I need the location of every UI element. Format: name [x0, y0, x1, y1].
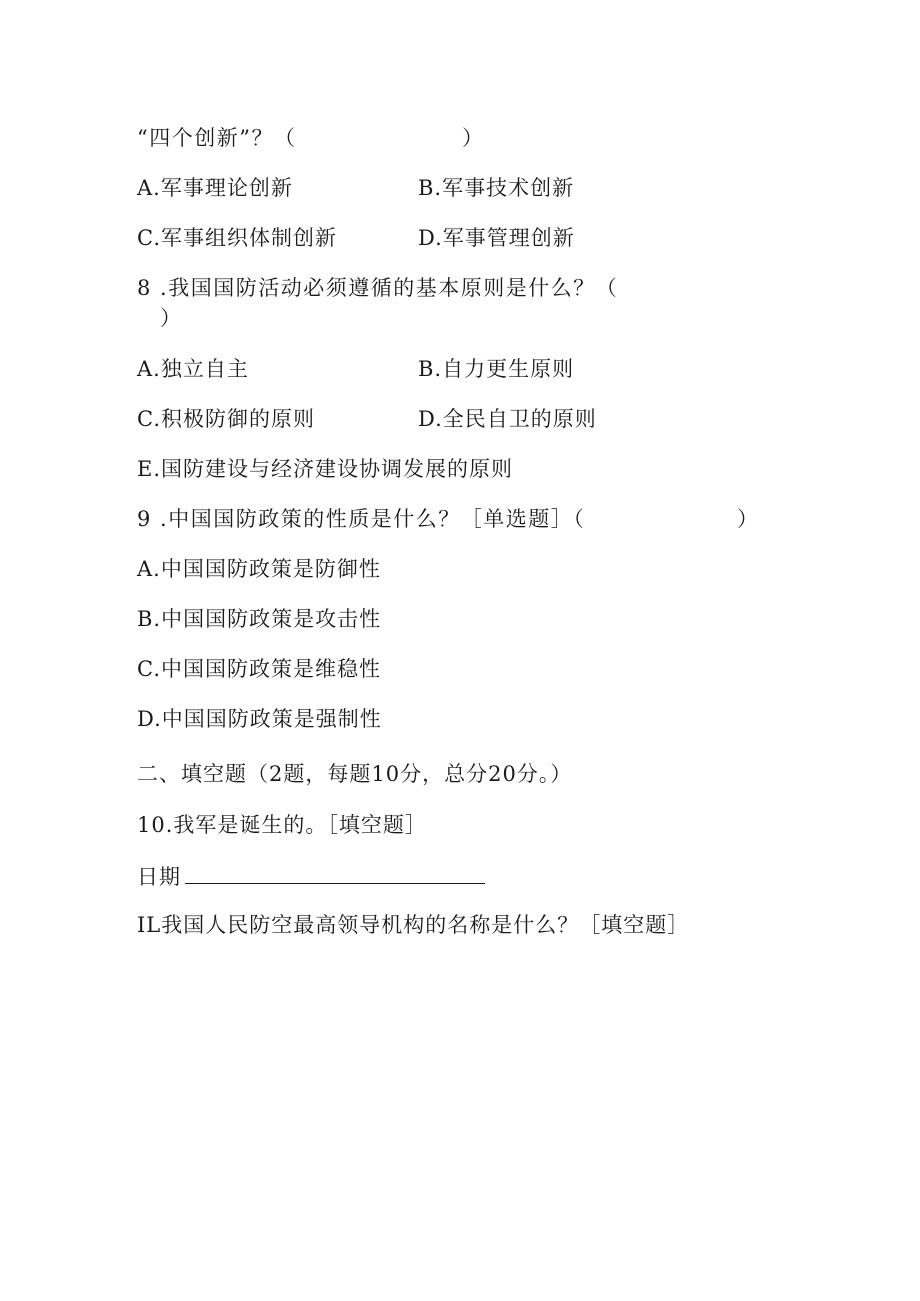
question-9-option-a: A.中国国防政策是防御性 [137, 557, 381, 581]
question-9-title: 9 .中国国防政策的性质是什么？［单选题］（ [137, 507, 586, 531]
question-9-option-d: D.中国国防政策是强制性 [137, 707, 382, 731]
question-8-option-a: A.独立自主 [137, 357, 249, 381]
question-10-title: 10.我军是诞生的。［填空题］ [137, 813, 427, 837]
question-8-title: 8 .我国国防活动必须遵循的基本原则是什么？（ [137, 276, 619, 300]
date-row [137, 861, 485, 891]
question-9-option-b: B.中国国防政策是攻击性 [137, 607, 382, 631]
question-7-option-a: A.军事理论创新 [137, 176, 293, 200]
date-label: 日期 [137, 865, 181, 889]
question-9-option-c: C.中国国防政策是维稳性 [137, 657, 381, 681]
question-8-option-b: B.自力更生原则 [418, 357, 575, 381]
question-7-text: “四个创新”？（ [137, 126, 297, 150]
question-7-option-c: C.军事组织体制创新 [137, 226, 337, 250]
question-7-close-paren: ） [462, 126, 484, 150]
question-9-close-paren: ） [737, 507, 759, 531]
question-8-option-e: E.国防建设与经济建设协调发展的原则 [137, 457, 514, 481]
question-7-option-b: B.军事技术创新 [418, 176, 575, 200]
question-11-title: IL我国人民防空最高领导机构的名称是什么？［填空题］ [137, 913, 690, 937]
question-8-option-d: D.全民自卫的原则 [418, 407, 597, 431]
question-8-option-c: C.积极防御的原则 [137, 407, 315, 431]
question-8-close-paren: ） [160, 306, 182, 330]
question-7-option-d: D.军事管理创新 [418, 226, 575, 250]
date-answer-field[interactable] [185, 861, 485, 884]
question-7-continuation [137, 124, 296, 152]
section-2-heading: 二、填空题（2题，每题10分，总分20分。） [137, 762, 573, 786]
